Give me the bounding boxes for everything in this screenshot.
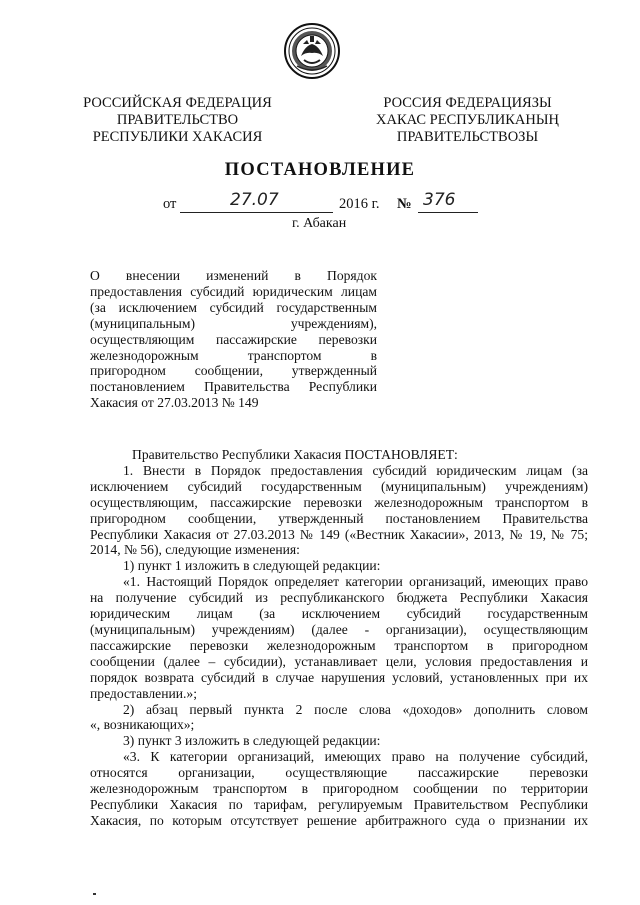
body-line: сообщении (далее – субсидии), устанавливает цели, условия предоставления и (90, 653, 588, 669)
body-line: Республики Хакасия от 27.03.2013 № 149 («Вестник Хакасии», 2013, № 19, № 75; (90, 526, 588, 542)
body-line: 2014, № 56), следующие изменения: (90, 542, 300, 558)
header-left-line: РОССИЙСКАЯ ФЕДЕРАЦИЯ (83, 95, 272, 111)
body-line: Республики Хакасия по тарифам, регулируемым Правительством Республики (90, 796, 588, 812)
body-line: осуществляющим, пассажирские перевозки железнодорожным транспортом в (90, 494, 588, 510)
header-left-line: РЕСПУБЛИКИ ХАКАСИЯ (92, 129, 263, 145)
subject-line: железнодорожным транспортом в (90, 347, 377, 363)
body-line: 1) пункт 1 изложить в следующей редакции: (123, 558, 381, 574)
body-line: предоставлении.»; (90, 685, 198, 701)
header-right-line: РОССИЯ ФЕДЕРАЦИЯЗЫ (383, 95, 552, 111)
page-mark (93, 893, 96, 895)
subject-block (90, 268, 377, 411)
body-line: на получение субсидий из республиканского бюджета Республики Хакасия (90, 590, 588, 606)
document-title: ПОСТАНОВЛЕНИЕ (224, 160, 416, 180)
body-line: пассажирские перевозки железнодорожным транспортом в пригородном (90, 637, 588, 653)
year-label: 2016 г. (339, 196, 380, 212)
city-label: г. Абакан (292, 216, 347, 231)
header-right-line: ХАКАС РЕСПУБЛИКАНЫҢ (376, 112, 559, 128)
body-line: «1. Настоящий Порядок определяет категории организаций, имеющих право (123, 574, 588, 590)
body-line: порядок возврата субсидий в случае нарушения условий, установленных при их (90, 669, 588, 685)
number-underline (418, 212, 478, 213)
subject-line: (муниципальным) учреждениям), (90, 315, 377, 331)
body-line: 3) пункт 3 изложить в следующей редакции: (123, 733, 381, 749)
subject-line: предоставления субсидий юридическим лицам (90, 283, 377, 299)
body-line: 1. Внести в Порядок предоставления субсидий юридическим лицам (за (123, 462, 588, 478)
number-handwritten: 376 (423, 190, 456, 210)
number-sign: № (397, 196, 412, 212)
body-line: Правительство Республики Хакасия ПОСТАНОВЛЯЕТ: (132, 447, 458, 462)
header-left-line: ПРАВИТЕЛЬСТВО (116, 112, 239, 128)
body-line: железнодорожным транспортом в пригородном сообщении по территории (90, 781, 588, 797)
header-khakas (370, 95, 565, 146)
body-line: исключением субсидий государственным (муниципальным) учреждениям) (90, 478, 588, 494)
subject-line: (за исключением субсидий государственным (90, 299, 377, 315)
body-line: относятся организации, осуществляющие пассажирские перевозки (90, 765, 588, 781)
coat-of-arms-emblem (283, 22, 341, 80)
date-prefix: от (163, 196, 177, 212)
header-russian (80, 95, 275, 146)
subject-line: осуществляющим пассажирские перевозки (90, 331, 377, 347)
subject-line: Хакасия от 27.03.2013 № 149 (90, 395, 259, 411)
date-handwritten: 27.07 (230, 190, 279, 210)
subject-line: О внесении изменений в Порядок (90, 268, 377, 283)
body-line: юридическим лицам (за исключением субсидий государственным (90, 606, 588, 622)
body-line: пригородном сообщении, утвержденный постановлением Правительства (90, 510, 588, 526)
body-line: 2) абзац первый пункта 2 после слова «доходов» дополнить словом (123, 701, 588, 717)
body-line: «, возникающих»; (90, 717, 195, 733)
body-line: (муниципальным) учреждениям) (далее - организации), осуществляющим (90, 621, 588, 637)
subject-line: пригородном сообщении, утвержденный (90, 363, 377, 379)
date-underline (180, 212, 333, 213)
body-text (90, 447, 588, 829)
subject-line: постановлением Правительства Республики (90, 379, 377, 395)
body-line: Хакасия, по которым отсутствует решение арбитражного суда о признании их (90, 812, 588, 828)
body-line: «3. К категории организаций, имеющих право на получение субсидий, (123, 749, 588, 765)
header-right-line: ПРАВИТЕЛЬСТВОЗЫ (396, 129, 539, 145)
